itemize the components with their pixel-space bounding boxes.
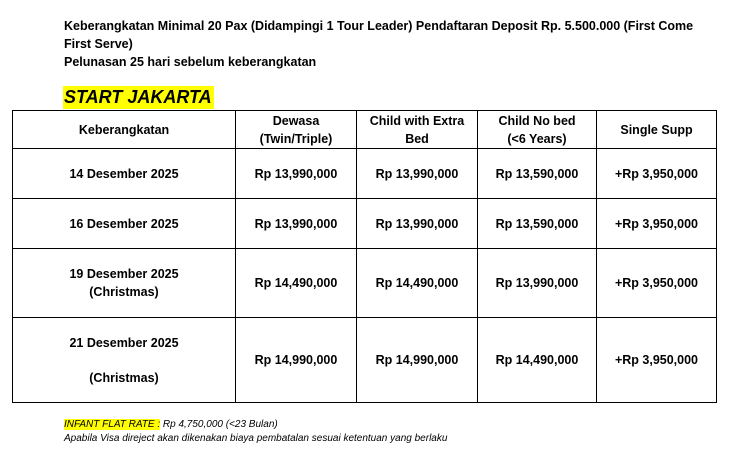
header-departure: Keberangkatan [13, 111, 236, 149]
table-row [13, 149, 717, 199]
table-row [13, 318, 717, 403]
table-row [13, 199, 717, 249]
table-header-row [13, 111, 717, 149]
intro-text [64, 17, 704, 71]
departure-date: 19 Desember 2025 [69, 267, 179, 281]
header-child-extra-line1: Child with Extra [369, 113, 465, 128]
single-supp-price: +Rp 3,950,000 [597, 199, 717, 249]
departure-cell [13, 318, 236, 403]
child-extra-bed-price: Rp 14,990,000 [357, 318, 478, 403]
adult-price: Rp 13,990,000 [236, 199, 357, 249]
departure-cell [13, 249, 236, 318]
single-supp-price: +Rp 3,950,000 [597, 149, 717, 199]
child-no-bed-price: Rp 13,590,000 [478, 149, 597, 199]
header-adult-line2: (Twin/Triple) [259, 131, 333, 146]
adult-price: Rp 14,990,000 [236, 318, 357, 403]
header-child-nobed-line2: (<6 Years) [507, 131, 567, 146]
child-no-bed-price: Rp 13,590,000 [478, 199, 597, 249]
infant-rate-line [64, 418, 714, 432]
intro-line-minimum-pax: Keberangkatan Minimal 20 Pax (Didampingi 1 Tour Leader) Pendaftaran Deposit Rp. 5.500.000 (First Come First Serve) [64, 19, 694, 51]
child-no-bed-price: Rp 14,490,000 [478, 318, 597, 403]
header-child-nobed-line1: Child No bed [498, 113, 576, 128]
header-child-no-bed [478, 111, 597, 149]
visa-note: Apabila Visa direject akan dikenakan biaya pembatalan sesuai ketentuan yang berlaku [64, 433, 448, 444]
departure-note: (Christmas) [89, 370, 159, 385]
adult-price: Rp 13,990,000 [236, 149, 357, 199]
infant-rate-value: Rp 4,750,000 (<23 Bulan) [160, 419, 278, 430]
intro-line-payment: Pelunasan 25 hari sebelum keberangkatan [64, 55, 317, 69]
adult-price: Rp 14,490,000 [236, 249, 357, 318]
departure-date: 21 Desember 2025 [69, 335, 179, 350]
child-no-bed-price: Rp 13,990,000 [478, 249, 597, 318]
single-supp-price: +Rp 3,950,000 [597, 249, 717, 318]
header-child-extra-line2: Bed [405, 131, 429, 146]
child-extra-bed-price: Rp 13,990,000 [357, 149, 478, 199]
footer-notes [64, 418, 714, 446]
table-row [13, 249, 717, 318]
single-supp-price: +Rp 3,950,000 [597, 318, 717, 403]
departure-date: 16 Desember 2025 [13, 199, 236, 249]
header-adult-line1: Dewasa [272, 113, 320, 128]
child-extra-bed-price: Rp 13,990,000 [357, 199, 478, 249]
child-extra-bed-price: Rp 14,490,000 [357, 249, 478, 318]
header-adult [236, 111, 357, 149]
header-single-supp: Single Supp [597, 111, 717, 149]
section-title: START JAKARTA [64, 87, 212, 107]
departure-date: 14 Desember 2025 [13, 149, 236, 199]
price-table [12, 110, 717, 403]
header-child-extra-bed [357, 111, 478, 149]
infant-rate-label: INFANT FLAT RATE : [64, 419, 161, 430]
departure-note: (Christmas) [89, 285, 159, 299]
